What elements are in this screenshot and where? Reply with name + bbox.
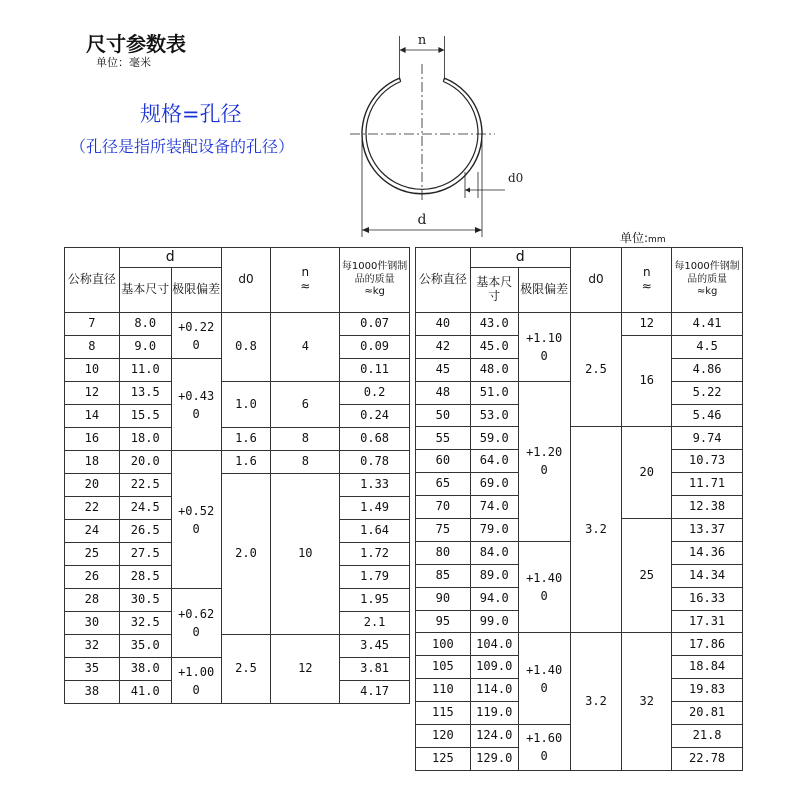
nominal-cell: 90 [416, 587, 471, 610]
basic-cell: 53.0 [470, 404, 518, 427]
table-row [65, 474, 410, 497]
basic-cell: 28.5 [119, 566, 171, 589]
nominal-cell: 75 [416, 519, 471, 542]
mass-cell: 1.64 [340, 520, 410, 543]
basic-cell: 15.5 [119, 405, 171, 428]
basic-cell: 124.0 [470, 725, 518, 748]
mass-cell: 1.72 [340, 543, 410, 566]
nominal-cell: 50 [416, 404, 471, 427]
basic-cell: 35.0 [119, 635, 171, 658]
tolerance-cell [171, 658, 221, 704]
basic-cell: 109.0 [470, 656, 518, 679]
basic-cell: 69.0 [470, 473, 518, 496]
d0-label: d0 [508, 171, 524, 185]
mass-cell: 10.73 [672, 450, 743, 473]
header-n [271, 248, 340, 313]
header-mass [672, 248, 743, 313]
nominal-cell: 105 [416, 656, 471, 679]
header-d: d [470, 248, 570, 268]
n-cell: 20 [622, 427, 672, 519]
d0-cell: 1.6 [221, 428, 271, 451]
n-cell: 8 [271, 428, 340, 451]
basic-cell: 114.0 [470, 679, 518, 702]
tolerance-zero: 0 [540, 749, 548, 764]
spec-table-left [64, 247, 410, 704]
header-mass-text: 每1000件钢制品的质量 [341, 261, 408, 285]
nominal-cell: 125 [416, 747, 471, 770]
tolerance-zero: 0 [192, 625, 200, 639]
mass-cell: 13.37 [672, 519, 743, 542]
basic-cell: 64.0 [470, 450, 518, 473]
nominal-cell: 70 [416, 496, 471, 519]
tolerance-value: +0.22 [178, 319, 215, 334]
header-basic: 基本尺寸 [470, 268, 518, 313]
basic-cell: 84.0 [470, 541, 518, 564]
nominal-cell: 110 [416, 679, 471, 702]
n-cell: 8 [271, 451, 340, 474]
basic-cell: 79.0 [470, 519, 518, 542]
mass-cell: 17.31 [672, 610, 743, 633]
nominal-cell: 25 [65, 543, 120, 566]
header-tolerance: 极限偏差 [518, 268, 570, 313]
basic-cell: 11.0 [119, 359, 171, 382]
d0-cell: 0.8 [221, 313, 271, 382]
n-cell: 12 [622, 313, 672, 336]
tolerance-zero: 0 [192, 337, 200, 352]
table-row [65, 635, 410, 658]
tolerance-value: +1.40 [526, 571, 563, 586]
n-cell: 32 [622, 633, 672, 770]
header-n [622, 248, 672, 313]
table-row [65, 313, 410, 336]
header-n-approx: ≈ [641, 279, 652, 293]
tolerance-cell [171, 313, 221, 359]
nominal-cell: 80 [416, 541, 471, 564]
unit-label: 单位：毫米 [96, 56, 151, 69]
basic-cell: 32.5 [119, 612, 171, 635]
d0-cell: 2.5 [570, 313, 622, 427]
mass-cell: 22.78 [672, 747, 743, 770]
header-mass [340, 248, 410, 313]
mass-cell: 3.81 [340, 658, 410, 681]
header-n-text: n [642, 265, 651, 280]
basic-cell: 48.0 [470, 358, 518, 381]
n-cell: 25 [622, 519, 672, 633]
tolerance-value: +0.52 [178, 503, 215, 518]
basic-cell: 104.0 [470, 633, 518, 656]
basic-cell: 89.0 [470, 564, 518, 587]
header-d0: d0 [221, 248, 271, 313]
tolerance-cell [518, 725, 570, 771]
basic-cell: 38.0 [119, 658, 171, 681]
table-row [416, 313, 743, 336]
mass-cell: 0.78 [340, 451, 410, 474]
table-row [65, 428, 410, 451]
n-cell: 12 [271, 635, 340, 704]
nominal-cell: 10 [65, 359, 120, 382]
tolerance-value: +1.40 [526, 662, 563, 677]
mass-cell: 0.11 [340, 359, 410, 382]
mass-cell: 19.83 [672, 679, 743, 702]
basic-cell: 74.0 [470, 496, 518, 519]
basic-cell: 8.0 [119, 313, 171, 336]
header-basic: 基本尺寸 [119, 268, 171, 313]
basic-cell: 22.5 [119, 474, 171, 497]
nominal-cell: 45 [416, 358, 471, 381]
header-nominal: 公称直径 [416, 248, 471, 313]
mass-cell: 1.49 [340, 497, 410, 520]
spec-table-right [415, 247, 743, 771]
basic-cell: 26.5 [119, 520, 171, 543]
basic-cell: 20.0 [119, 451, 171, 474]
mass-cell: 1.95 [340, 589, 410, 612]
nominal-cell: 7 [65, 313, 120, 336]
mass-cell: 4.41 [672, 313, 743, 336]
table-unit-mm: mm [648, 235, 666, 245]
nominal-cell: 32 [65, 635, 120, 658]
nominal-cell: 95 [416, 610, 471, 633]
basic-cell: 41.0 [119, 681, 171, 704]
nominal-cell: 35 [65, 658, 120, 681]
header-mass-unit: ≈kg [364, 286, 385, 298]
basic-cell: 45.0 [470, 335, 518, 358]
mass-cell: 18.84 [672, 656, 743, 679]
table-row [416, 427, 743, 450]
nominal-cell: 20 [65, 474, 120, 497]
nominal-cell: 30 [65, 612, 120, 635]
nominal-cell: 28 [65, 589, 120, 612]
basic-cell: 129.0 [470, 747, 518, 770]
table-row [416, 633, 743, 656]
basic-cell: 119.0 [470, 702, 518, 725]
retaining-ring-diagram [340, 22, 530, 237]
tolerance-value: +1.20 [526, 445, 563, 460]
n-cell: 10 [271, 474, 340, 635]
nominal-cell: 8 [65, 336, 120, 359]
mass-cell: 0.09 [340, 336, 410, 359]
basic-cell: 99.0 [470, 610, 518, 633]
nominal-cell: 40 [416, 313, 471, 336]
mass-cell: 4.17 [340, 681, 410, 704]
tolerance-zero: 0 [540, 589, 548, 604]
basic-cell: 27.5 [119, 543, 171, 566]
header-d0: d0 [570, 248, 622, 313]
tolerance-cell [171, 589, 221, 658]
mass-cell: 1.33 [340, 474, 410, 497]
mass-cell: 14.34 [672, 564, 743, 587]
tolerance-zero: 0 [540, 348, 548, 363]
nominal-cell: 38 [65, 681, 120, 704]
mass-cell: 16.33 [672, 587, 743, 610]
basic-cell: 51.0 [470, 381, 518, 404]
d0-cell: 1.6 [221, 451, 271, 474]
d0-cell: 3.2 [570, 633, 622, 770]
tolerance-zero: 0 [192, 682, 200, 697]
mass-cell: 0.68 [340, 428, 410, 451]
nominal-cell: 48 [416, 381, 471, 404]
mass-cell: 21.8 [672, 725, 743, 748]
tolerance-cell [518, 633, 570, 725]
tolerance-value: +1.00 [178, 664, 215, 679]
mass-cell: 14.36 [672, 541, 743, 564]
mass-cell: 12.38 [672, 496, 743, 519]
nominal-cell: 14 [65, 405, 120, 428]
basic-cell: 24.5 [119, 497, 171, 520]
tolerance-value: +0.62 [178, 607, 215, 621]
mass-cell: 0.2 [340, 382, 410, 405]
spec-heading: 规格=孔径 [140, 102, 242, 126]
basic-cell: 18.0 [119, 428, 171, 451]
tolerance-value: +1.60 [526, 731, 563, 746]
nominal-cell: 85 [416, 564, 471, 587]
header-nominal: 公称直径 [65, 248, 120, 313]
tolerance-zero: 0 [192, 406, 200, 421]
mass-cell: 5.22 [672, 381, 743, 404]
mass-cell: 5.46 [672, 404, 743, 427]
nominal-cell: 16 [65, 428, 120, 451]
mass-cell: 3.45 [340, 635, 410, 658]
n-cell: 4 [271, 313, 340, 382]
d-label: d [417, 212, 427, 228]
mass-cell: 1.79 [340, 566, 410, 589]
header-mass-unit: ≈kg [696, 286, 718, 298]
d0-cell: 1.0 [221, 382, 271, 428]
basic-cell: 9.0 [119, 336, 171, 359]
n-label: n [417, 33, 427, 48]
tolerance-value: +0.43 [178, 388, 215, 403]
table-unit-label [620, 229, 666, 246]
header-tolerance: 极限偏差 [171, 268, 221, 313]
mass-cell: 11.71 [672, 473, 743, 496]
d0-cell: 2.5 [221, 635, 271, 704]
table-unit-prefix: 单位: [620, 231, 649, 245]
d0-cell: 2.0 [221, 474, 271, 635]
nominal-cell: 18 [65, 451, 120, 474]
basic-cell: 59.0 [470, 427, 518, 450]
nominal-cell: 22 [65, 497, 120, 520]
mass-cell: 20.81 [672, 702, 743, 725]
tolerance-cell [518, 541, 570, 633]
page-title: 尺寸参数表 [86, 32, 186, 56]
tolerance-zero: 0 [540, 680, 548, 695]
nominal-cell: 42 [416, 335, 471, 358]
basic-cell: 94.0 [470, 587, 518, 610]
header-n-text: n [301, 265, 310, 280]
mass-cell: 2.1 [340, 612, 410, 635]
nominal-cell: 60 [416, 450, 471, 473]
n-cell: 16 [622, 335, 672, 427]
table-row [65, 451, 410, 474]
tolerance-cell [171, 359, 221, 451]
basic-cell: 43.0 [470, 313, 518, 336]
tolerance-cell [171, 451, 221, 589]
nominal-cell: 100 [416, 633, 471, 656]
header-mass-text: 每1000件钢制品的质量 [674, 261, 740, 285]
nominal-cell: 55 [416, 427, 471, 450]
ring-drawing [350, 36, 505, 237]
header-n-approx: ≈ [300, 279, 311, 293]
nominal-cell: 26 [65, 566, 120, 589]
basic-cell: 30.5 [119, 589, 171, 612]
tolerance-cell [518, 313, 570, 382]
mass-cell: 0.24 [340, 405, 410, 428]
nominal-cell: 12 [65, 382, 120, 405]
basic-cell: 13.5 [119, 382, 171, 405]
nominal-cell: 115 [416, 702, 471, 725]
tolerance-cell [518, 381, 570, 541]
table-row [65, 382, 410, 405]
mass-cell: 4.5 [672, 335, 743, 358]
tolerance-value: +1.10 [526, 330, 563, 345]
mass-cell: 4.86 [672, 358, 743, 381]
spec-note: （孔径是指所装配设备的孔径） [70, 137, 295, 156]
mass-cell: 17.86 [672, 633, 743, 656]
mass-cell: 9.74 [672, 427, 743, 450]
header-d: d [119, 248, 221, 268]
n-cell: 6 [271, 382, 340, 428]
tolerance-zero: 0 [540, 463, 548, 478]
tolerance-zero: 0 [192, 521, 200, 536]
nominal-cell: 120 [416, 725, 471, 748]
nominal-cell: 65 [416, 473, 471, 496]
nominal-cell: 24 [65, 520, 120, 543]
mass-cell: 0.07 [340, 313, 410, 336]
d0-cell: 3.2 [570, 427, 622, 633]
